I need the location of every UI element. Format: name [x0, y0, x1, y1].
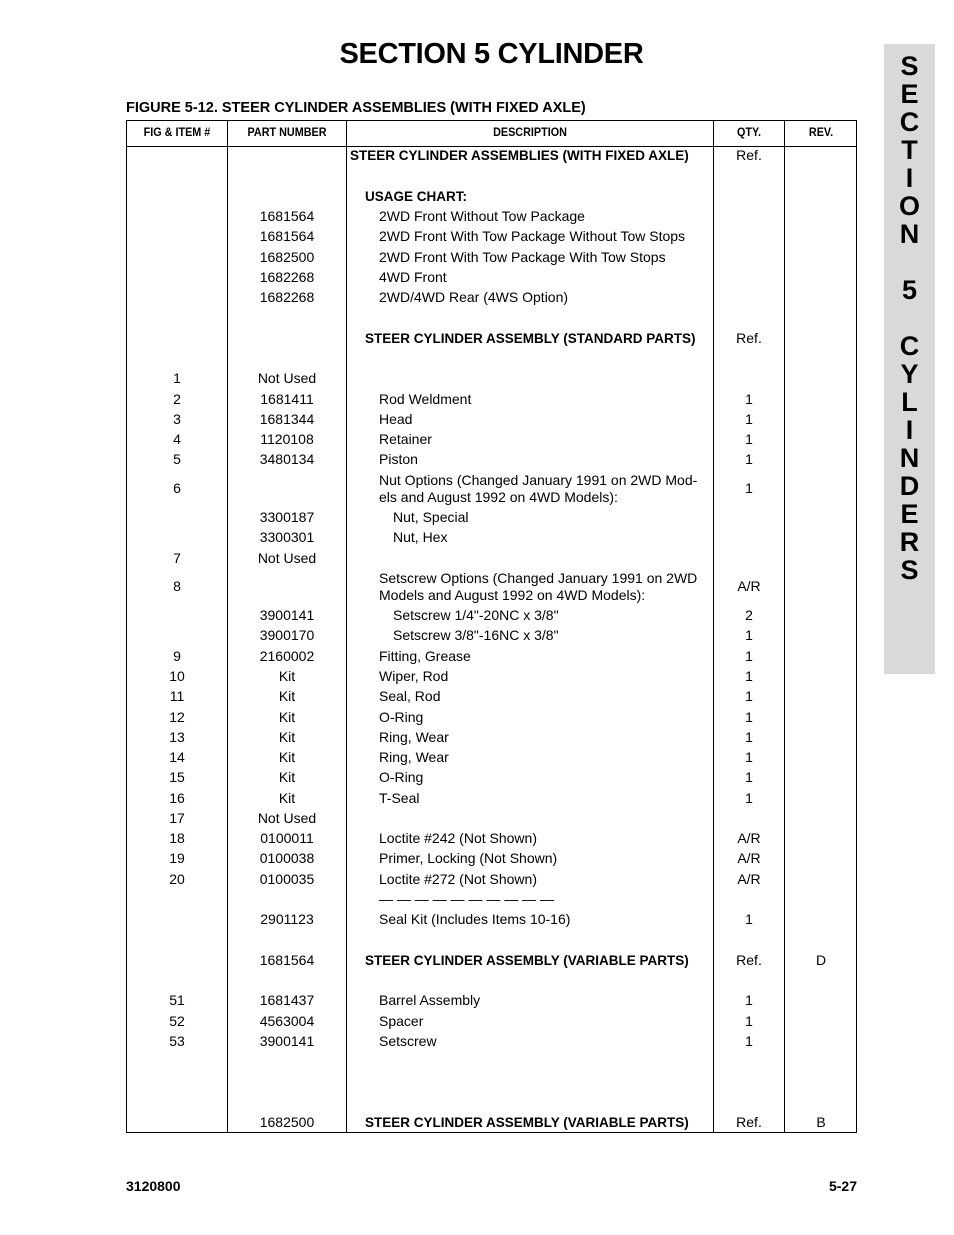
header-description: DESCRIPTION	[493, 125, 567, 139]
cell-desc: STEER CYLINDER ASSEMBLY (VARIABLE PARTS)	[365, 1115, 689, 1130]
parts-table	[126, 120, 857, 1133]
cell-qty: 1	[745, 480, 753, 496]
side-tab-letter: O	[898, 191, 920, 221]
header-rev: REV.	[808, 125, 834, 139]
side-tab-letter: C	[899, 331, 920, 361]
cell-fig: 18	[169, 830, 185, 846]
cell-desc: — — — — — — — — — —	[379, 891, 555, 907]
cell-part: Not Used	[257, 370, 317, 386]
cell-desc: Setscrew	[379, 1033, 437, 1049]
cell-fig: 6	[173, 480, 181, 496]
cell-qty: 1	[745, 749, 753, 765]
cell-fig: 17	[169, 810, 185, 826]
cell-part: 0100035	[259, 871, 315, 887]
cell-qty: Ref.	[736, 1114, 762, 1130]
cell-desc: Nut, Hex	[393, 529, 448, 545]
cell-desc: Retainer	[379, 431, 432, 447]
cell-fig: 16	[169, 790, 185, 806]
cell-qty: A/R	[737, 850, 761, 866]
cell-part: 1681564	[259, 228, 315, 244]
cell-desc: Barrel Assembly	[379, 992, 481, 1008]
cell-desc: Spacer	[379, 1013, 424, 1029]
cell-qty: 1	[745, 648, 753, 664]
cell-fig: 9	[173, 648, 181, 664]
section-title: SECTION 5 CYLINDER	[339, 38, 644, 70]
cell-qty: 1	[745, 769, 753, 785]
cell-desc: 2WD Front With Tow Package Without Tow Stops	[379, 228, 686, 244]
header-qty: QTY.	[736, 125, 761, 139]
cell-desc: Nut Options (Changed January 1991 on 2WD Mod-	[379, 472, 698, 488]
cell-fig: 12	[169, 709, 185, 725]
cell-desc: Ring, Wear	[379, 749, 449, 765]
cell-part: 1681411	[260, 391, 314, 407]
cell-qty: 1	[745, 627, 753, 643]
cell-desc: Setscrew 3/8"-16NC x 3/8"	[393, 627, 559, 643]
cell-part: 0100011	[260, 830, 314, 846]
cell-part: 1120108	[260, 431, 314, 447]
section-side-tab	[884, 44, 935, 674]
side-tab-letter: Y	[900, 359, 919, 389]
figure-title: FIGURE 5-12. STEER CYLINDER ASSEMBLIES (WITH FIXED AXLE)	[126, 100, 586, 116]
side-tab-letter: N	[899, 443, 920, 473]
cell-part: 0100038	[259, 850, 315, 866]
cell-desc: Loctite #272 (Not Shown)	[379, 871, 537, 887]
cell-desc: O-Ring	[379, 709, 424, 725]
cell-part: 3900141	[259, 607, 315, 623]
side-tab-letter: L	[901, 387, 918, 417]
cell-part: Kit	[278, 688, 296, 704]
cell-part: 2160002	[259, 648, 315, 664]
cell-part: Kit	[278, 709, 296, 725]
cell-qty: Ref.	[736, 952, 762, 968]
cell-part: 3300301	[259, 529, 315, 545]
cell-desc: Rod Weldment	[379, 391, 472, 407]
cell-desc: Seal Kit (Includes Items 10-16)	[379, 911, 571, 927]
cell-desc: O-Ring	[379, 769, 424, 785]
side-tab-letter: E	[900, 79, 919, 109]
cell-desc: Ring, Wear	[379, 729, 449, 745]
cell-qty: A/R	[737, 830, 761, 846]
cell-rev: D	[815, 952, 827, 968]
cell-part: 1681344	[259, 411, 315, 427]
cell-part: 1681564	[259, 208, 315, 224]
cell-part: 2901123	[260, 911, 314, 927]
cell-fig: 52	[169, 1013, 185, 1029]
side-tab-letter: S	[900, 51, 919, 81]
cell-qty: 1	[745, 1013, 753, 1029]
cell-qty: 1	[745, 1033, 753, 1049]
cell-qty: Ref.	[736, 147, 762, 163]
cell-part: 1682500	[259, 1114, 315, 1130]
side-tab-letter: C	[899, 107, 920, 137]
cell-part: Kit	[278, 749, 296, 765]
cell-fig: 53	[169, 1033, 185, 1049]
cell-qty: 2	[745, 607, 753, 623]
side-tab-letter: N	[899, 219, 920, 249]
cell-qty: Ref.	[736, 330, 762, 346]
cell-part: Not Used	[257, 550, 317, 566]
cell-part: 4563004	[259, 1013, 315, 1029]
side-tab-letter: T	[901, 135, 918, 165]
cell-part: 1682500	[259, 249, 315, 265]
side-tab-letter: I	[905, 415, 914, 445]
footer-doc-number: 3120800	[126, 1178, 181, 1194]
cell-fig: 11	[169, 688, 185, 704]
cell-fig: 14	[169, 749, 185, 765]
cell-desc: 2WD/4WD Rear (4WS Option)	[379, 289, 569, 305]
cell-desc: 2WD Front Without Tow Package	[379, 208, 585, 224]
cell-part: 1682268	[259, 289, 315, 305]
cell-desc: Nut, Special	[393, 509, 469, 525]
cell-desc: 2WD Front With Tow Package With Tow Stops	[379, 249, 666, 265]
column-divider	[784, 121, 785, 1132]
cell-part: Kit	[278, 769, 296, 785]
side-tab-letter: D	[899, 471, 920, 501]
header-part-number: PART NUMBER	[247, 125, 327, 139]
cell-desc: Wiper, Rod	[379, 668, 449, 684]
cell-desc2: els and August 1992 on 4WD Models):	[379, 489, 618, 505]
cell-desc: T-Seal	[379, 790, 420, 806]
cell-rev: B	[816, 1114, 826, 1130]
side-tab-letter: I	[905, 163, 914, 193]
cell-qty: 1	[745, 992, 753, 1008]
cell-fig: 19	[169, 850, 185, 866]
side-tab-letter: E	[900, 499, 919, 529]
cell-desc: 4WD Front	[379, 269, 447, 285]
cell-qty: 1	[745, 668, 753, 684]
cell-fig: 4	[173, 431, 181, 447]
side-tab-letter: S	[900, 555, 919, 585]
cell-qty: A/R	[737, 871, 761, 887]
cell-qty: 1	[745, 451, 753, 467]
cell-fig: 20	[169, 871, 185, 887]
cell-desc: Fitting, Grease	[379, 648, 471, 664]
cell-fig: 8	[173, 578, 181, 594]
header-fig: FIG & ITEM #	[143, 125, 211, 139]
cell-qty: A/R	[737, 578, 761, 594]
cell-desc: Head	[379, 411, 413, 427]
cell-desc: STEER CYLINDER ASSEMBLY (STANDARD PARTS)	[365, 331, 696, 346]
side-tab-letter: 5	[901, 275, 918, 305]
cell-fig: 51	[169, 992, 185, 1008]
cell-part: Kit	[278, 729, 296, 745]
cell-part: 3480134	[259, 451, 315, 467]
cell-part: Kit	[278, 668, 296, 684]
cell-part: 3900141	[259, 1033, 315, 1049]
cell-fig: 1	[173, 370, 181, 386]
cell-fig: 10	[169, 668, 185, 684]
footer-page-number: 5-27	[828, 1178, 857, 1194]
cell-qty: 1	[745, 391, 753, 407]
cell-part: 3900170	[259, 627, 315, 643]
cell-fig: 13	[169, 729, 185, 745]
cell-fig: 3	[173, 411, 181, 427]
cell-part: Kit	[278, 790, 296, 806]
cell-qty: 1	[745, 431, 753, 447]
cell-desc: Loctite #242 (Not Shown)	[379, 830, 537, 846]
side-tab-letter: R	[899, 527, 920, 557]
cell-fig: 2	[173, 391, 181, 407]
cell-fig: 5	[173, 451, 181, 467]
cell-qty: 1	[745, 688, 753, 704]
cell-qty: 1	[745, 911, 753, 927]
column-divider	[346, 121, 347, 1132]
cell-part: 1681564	[259, 952, 315, 968]
cell-desc2: Models and August 1992 on 4WD Models):	[379, 587, 646, 603]
cell-desc: Piston	[379, 451, 418, 467]
cell-part: 1681437	[259, 992, 315, 1008]
cell-qty: 1	[745, 709, 753, 725]
cell-desc: STEER CYLINDER ASSEMBLIES (WITH FIXED AXLE)	[350, 148, 689, 163]
cell-part: 1682268	[259, 269, 315, 285]
cell-desc: Primer, Locking (Not Shown)	[379, 850, 558, 866]
cell-qty: 1	[745, 790, 753, 806]
cell-desc: Setscrew 1/4"-20NC x 3/8"	[393, 607, 559, 623]
cell-qty: 1	[745, 411, 753, 427]
cell-fig: 7	[173, 550, 181, 566]
cell-desc: USAGE CHART:	[365, 189, 468, 204]
cell-fig: 15	[169, 769, 185, 785]
cell-part: 3300187	[259, 509, 315, 525]
cell-desc: Seal, Rod	[379, 688, 441, 704]
cell-desc: STEER CYLINDER ASSEMBLY (VARIABLE PARTS)	[365, 953, 689, 968]
cell-part: Not Used	[257, 810, 317, 826]
cell-desc: Setscrew Options (Changed January 1991 on 2WD	[379, 570, 698, 586]
cell-qty: 1	[745, 729, 753, 745]
